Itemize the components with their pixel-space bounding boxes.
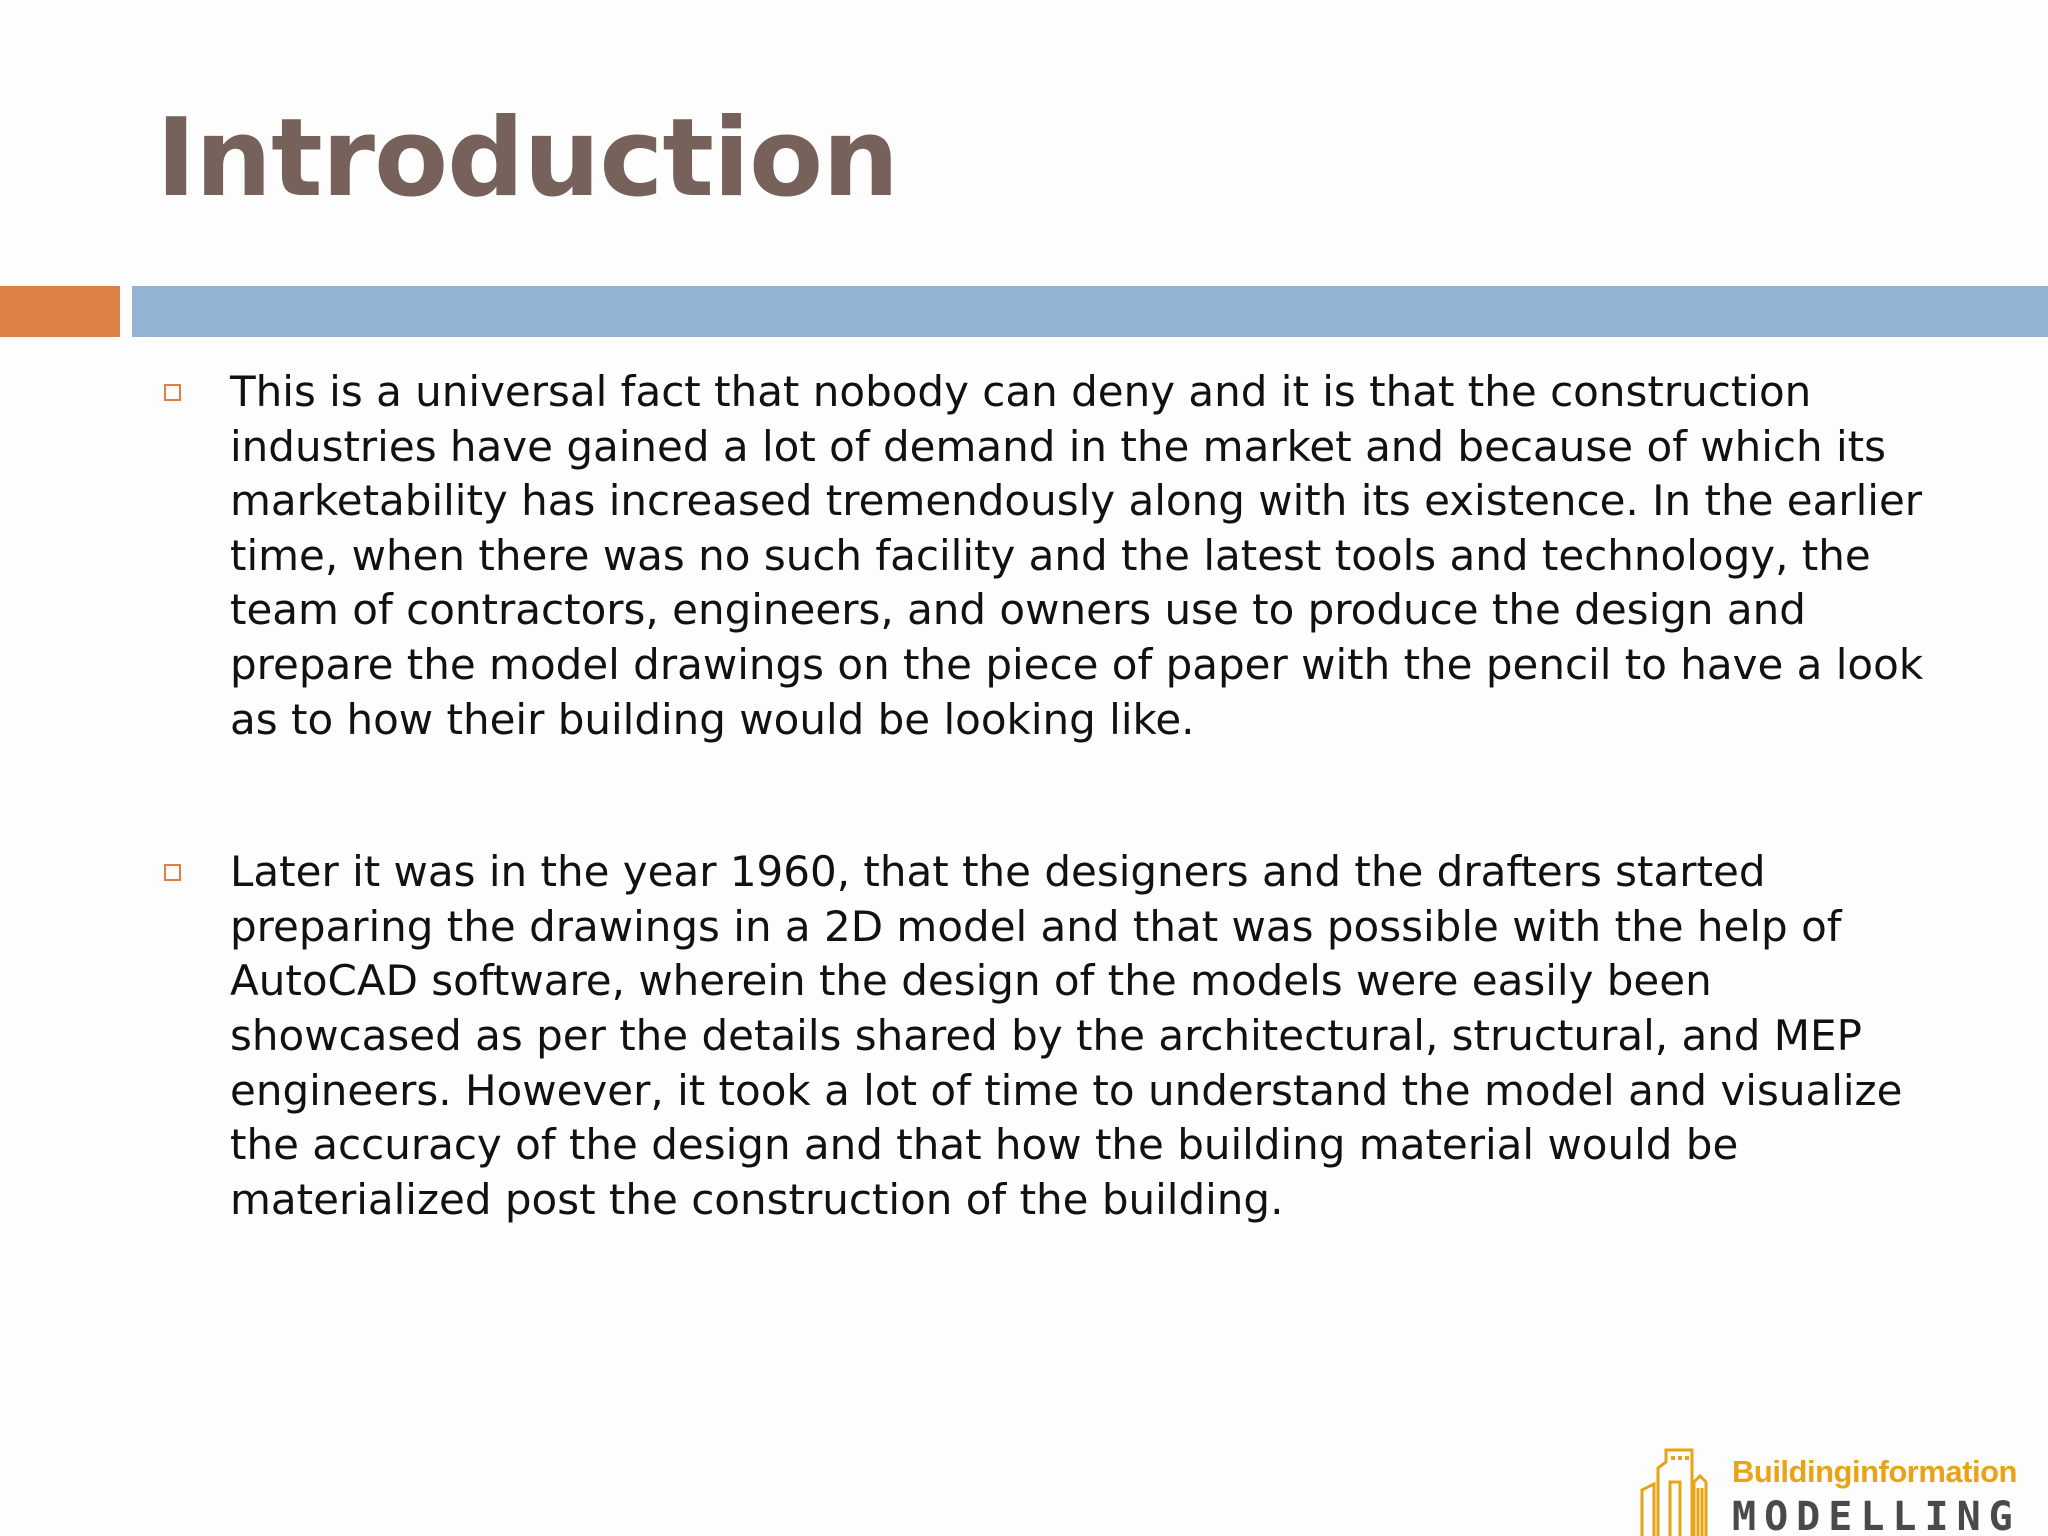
bullet-item (156, 365, 1956, 747)
bullet-text: This is a universal fact that nobody can deny and it is that the construction industries have gained a lot of demand in the market and because of which its marketability has increased tremendously along with its existence. In the earlier time, when there was no such facility and the latest tools and technology, the team of contractors, engineers, and owners use to produce the design and prepare the model drawings on the piece of paper with the pencil to have a look as to how their building would be looking like. (230, 367, 1924, 744)
bim-logo (1636, 1432, 2048, 1536)
square-bullet-icon (164, 384, 181, 401)
logo-text-bottom: MODELLING (1732, 1494, 2021, 1536)
bullet-list (156, 365, 1956, 1325)
building-icon (1636, 1432, 1732, 1536)
accent-bar-orange (0, 286, 120, 337)
bullet-item (156, 845, 1956, 1227)
square-bullet-icon (164, 864, 181, 881)
logo-text-top: Buildinginformation (1732, 1454, 2017, 1489)
slide-title: Introduction (156, 96, 899, 221)
bullet-text: Later it was in the year 1960, that the designers and the drafters started preparing the drawings in a 2D model and that was possible with the help of AutoCAD software, wherein the design of the models were easily been showcased as per the details shared by the architectural, structural, and MEP engineers. However, it took a lot of time to understand the model and visualize the accuracy of the design and that how the building material would be materialized post the construction of the building. (230, 847, 1903, 1224)
accent-bar-blue (132, 286, 2048, 337)
